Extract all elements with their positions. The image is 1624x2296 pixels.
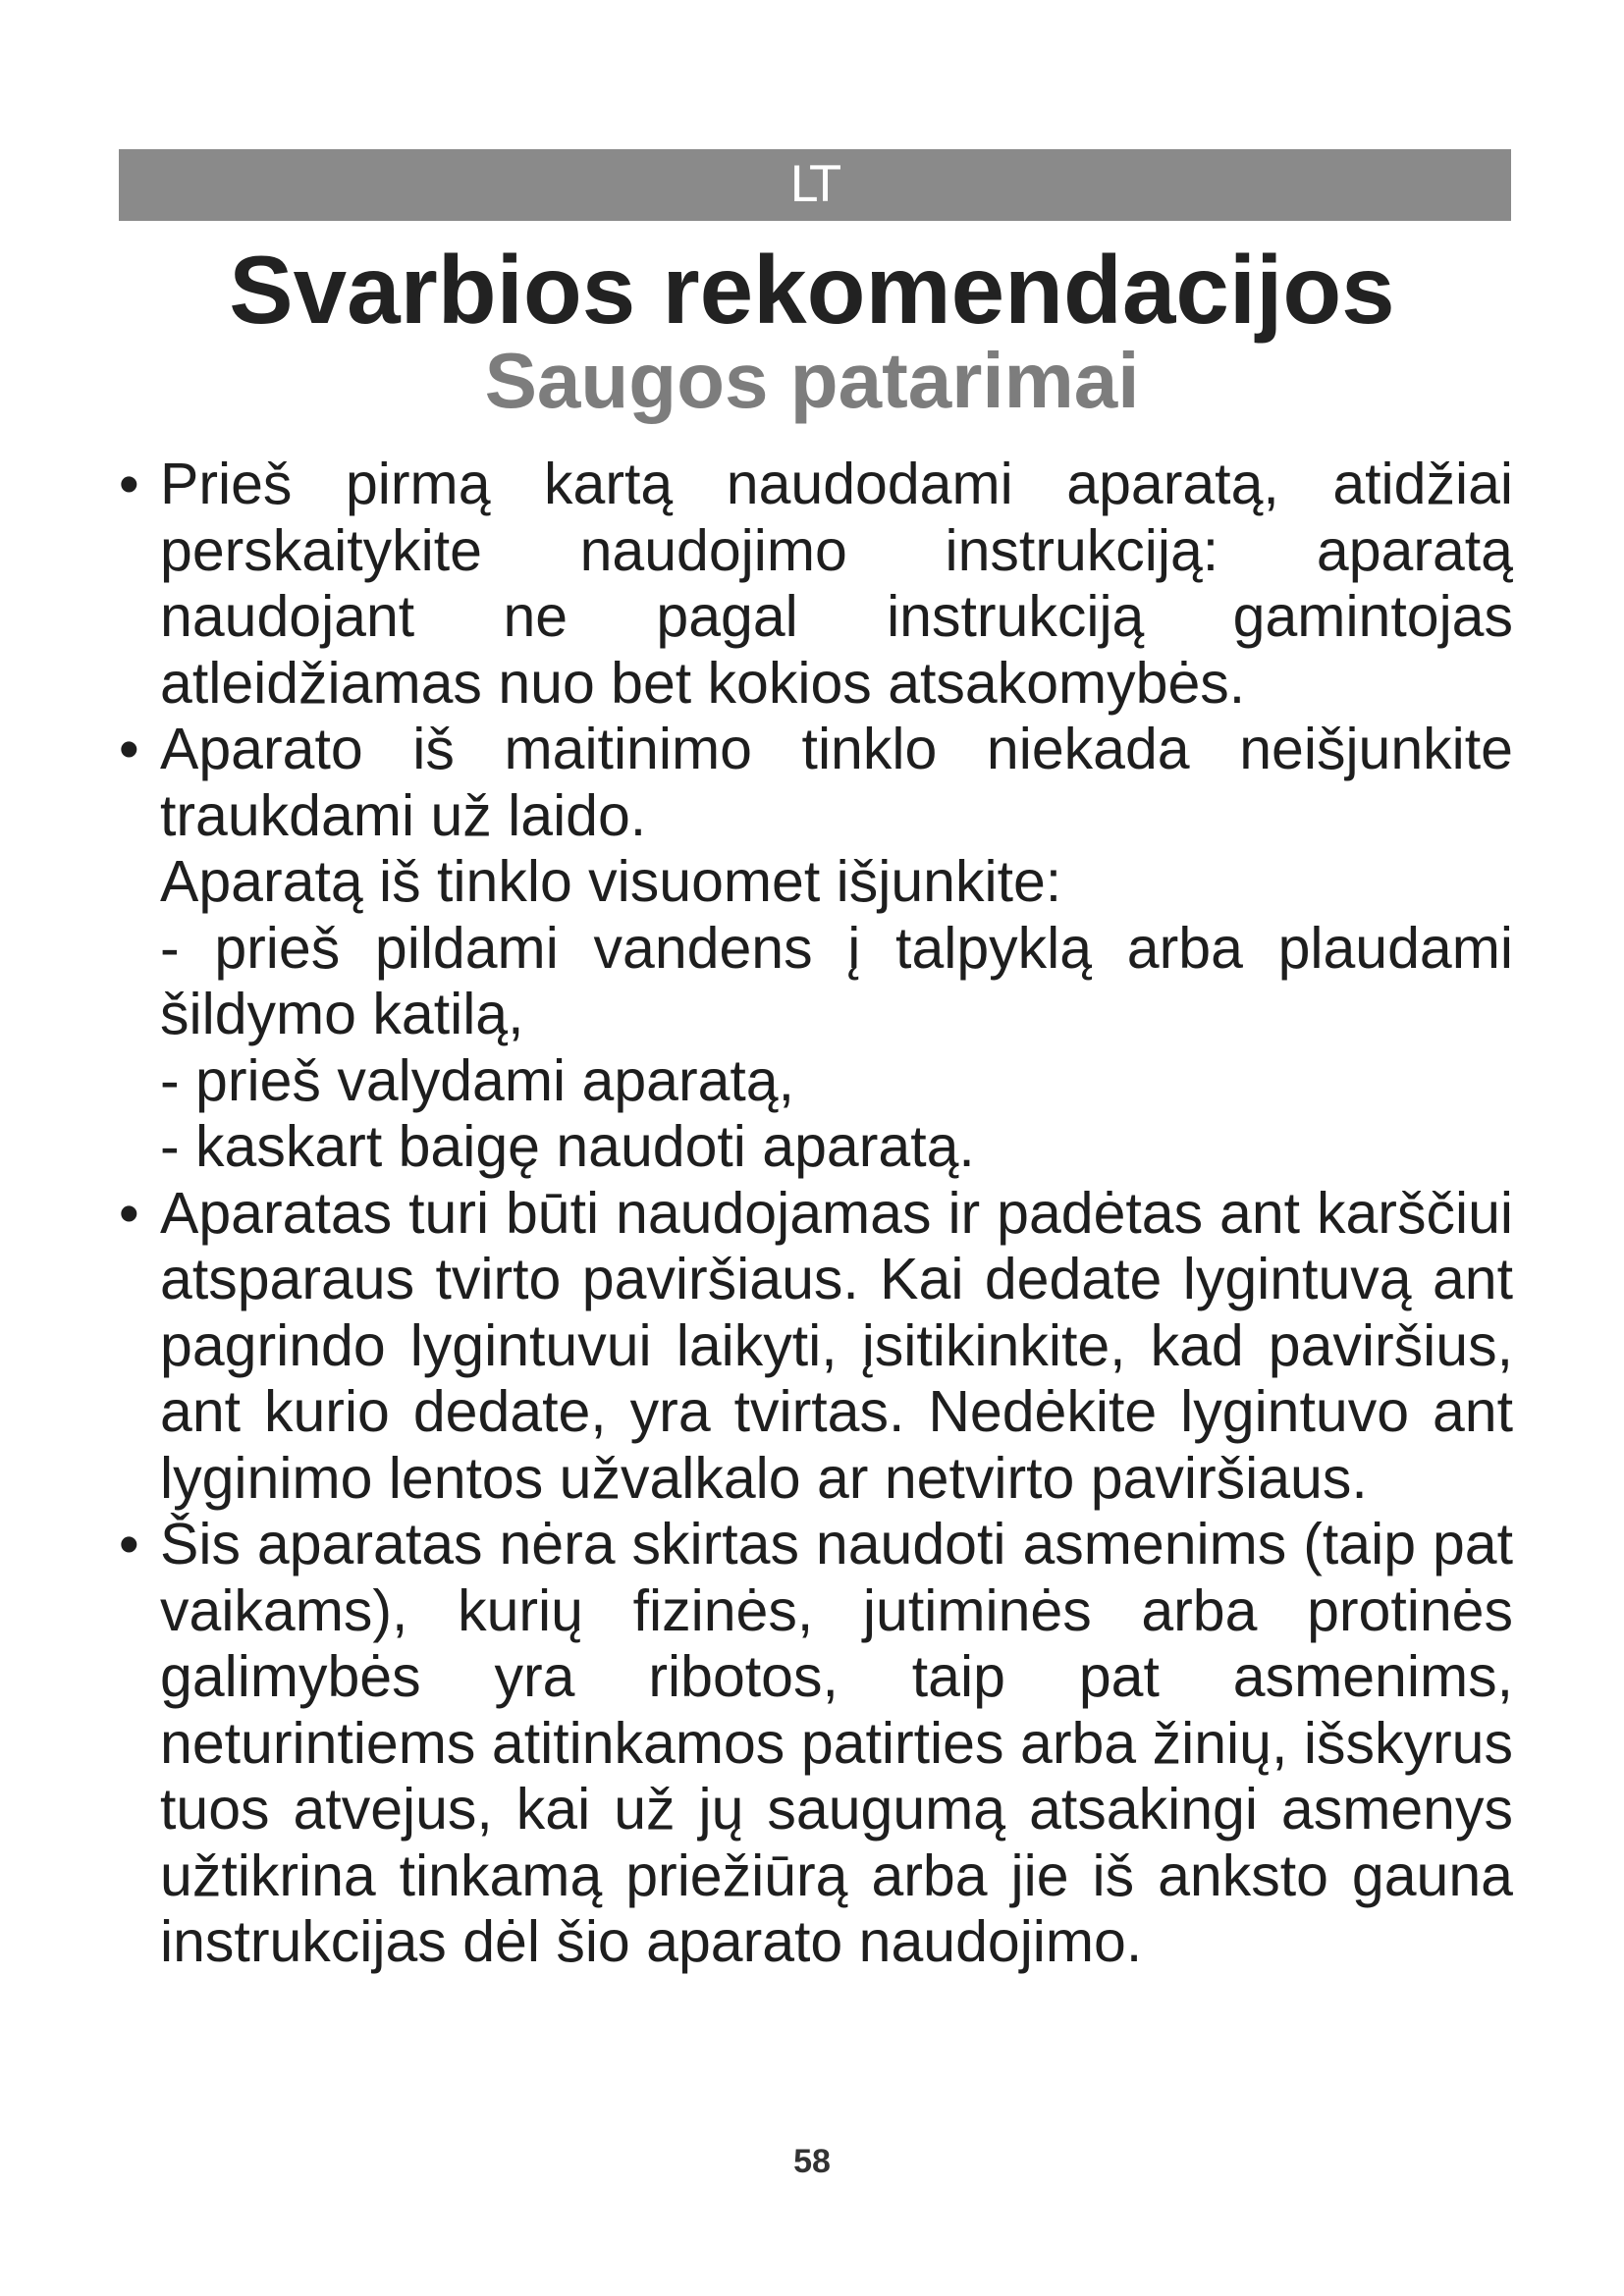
list-item: [119, 1181, 1513, 1513]
paragraph: Aparatą iš tinklo visuomet išjunkite:: [160, 849, 1062, 914]
paragraph: - prieš pildami vandens į talpyklą arba plaudami šildymo katilą,: [160, 915, 1513, 1046]
language-code: LT: [789, 156, 840, 213]
list-item: [119, 717, 1513, 1181]
section-subtitle: Saugos patarimai: [484, 337, 1140, 424]
bullet: •: [119, 1512, 139, 1576]
paragraph: - kaskart baigę naudoti aparatą.: [160, 1114, 975, 1179]
safety-list: [119, 452, 1513, 1976]
list-item: [119, 1512, 1513, 1976]
paragraph: - prieš valydami aparatą,: [160, 1047, 795, 1113]
paragraph: Aparato iš maitinimo tinklo niekada neišjunkite traukdami už laido.: [160, 717, 1513, 848]
paragraph: Prieš pirmą kartą naudodami aparatą, atidžiai perskaitykite naudojimo instrukciją: aparatą naudojant ne pagal instrukciją gamintojas atleidžiamas nuo bet kokios atsakomybės.: [160, 452, 1513, 716]
bullet: •: [119, 717, 139, 781]
bullet: •: [119, 452, 139, 516]
page-number: 58: [793, 2143, 831, 2180]
paragraph: Šis aparatas nėra skirtas naudoti asmenims (taip pat vaikams), kurių fizinės, jutiminės arba protinės galimybės yra ribotos, taip pat asmenims, neturintiems atitinkamos patirties arba žinių, išskyrus tuos atvejus, kai už jų saugumą atsakingi asmenys užtikrina tinkamą priežiūrą arba jie iš anksto gauna instrukcijas dėl šio aparato naudojimo.: [160, 1512, 1513, 1974]
paragraph: Aparatas turi būti naudojamas ir padėtas ant karščiui atsparaus tvirto paviršiaus. Kai dedate lygintuvą ant pagrindo lygintuvui laikyti, įsitikinkite, kad paviršius, ant kurio dedate, yra tvirtas. Nedėkite lygintuvo ant lyginimo lentos užvalkalo ar netvirto paviršiaus.: [160, 1180, 1513, 1511]
language-header-bar: [119, 149, 1511, 221]
bullet: •: [119, 1180, 139, 1246]
page-title: Svarbios rekomendacijos: [229, 236, 1395, 344]
list-item: [119, 452, 1513, 717]
